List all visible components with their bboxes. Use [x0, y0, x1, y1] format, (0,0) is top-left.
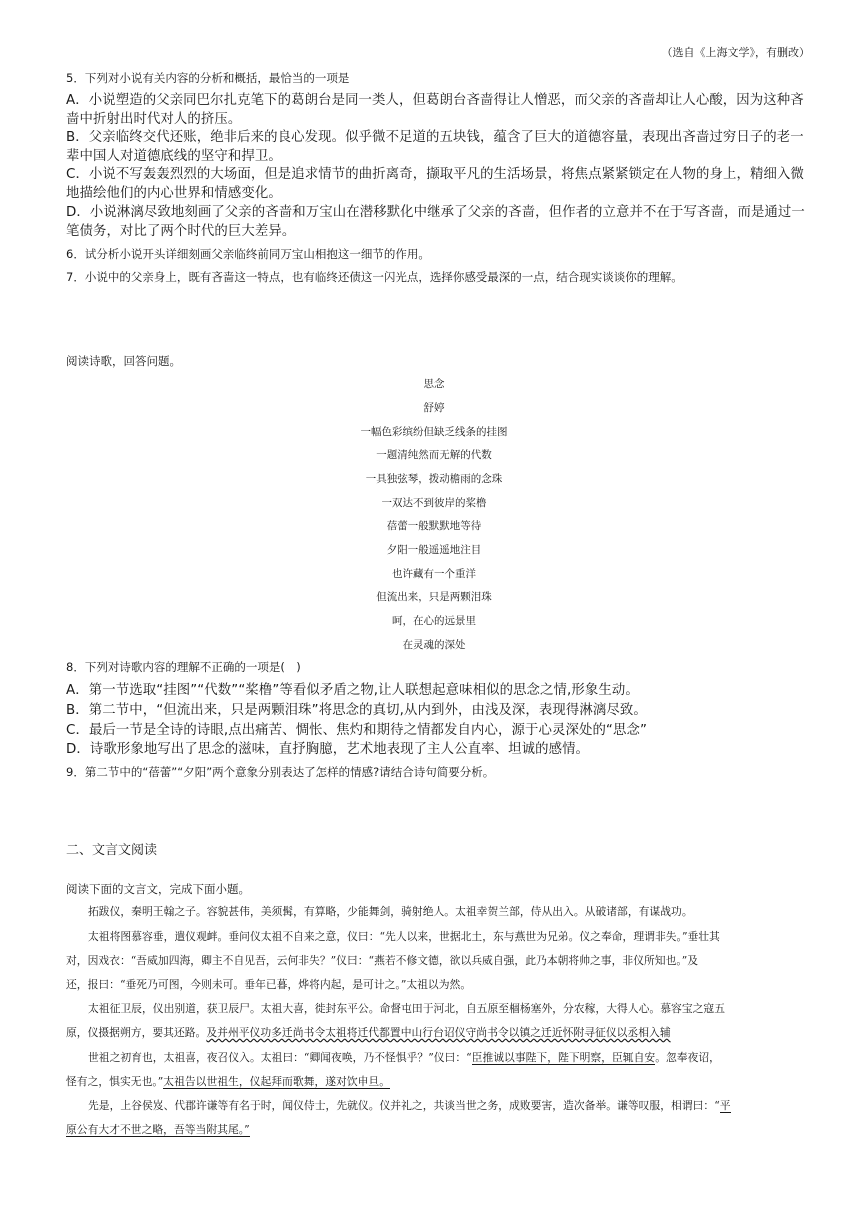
q6-stem: 6．试分析小说开头详细刻画父亲临终前同万宝山相抱这一细节的作用。: [66, 247, 430, 261]
wavy-underlined-sentence: 及并州平仪功多迁尚书令太祖将迁代都置中山行台诏仪守尚书令以镇之迁近怀附寻征仪以丞相入辅: [206, 1026, 671, 1039]
q5-option-a[interactable]: A．小说塑造的父亲同巴尔扎克笔下的葛朗台是同一类人，但葛朗台吝啬得让人憎恶，而父亲的吝啬却让人心酸，因为这种吝啬中折射出时代对人的挤压。: [66, 93, 804, 127]
classical-text: 原，仪摄据朔方，要其还路。: [66, 1026, 207, 1039]
classical-text: 世祖之初育也，太祖喜，夜召仪入。太祖曰：“卿闻夜唤，乃不怪惧乎？”仪曰：“: [88, 1051, 472, 1064]
classical-line: [66, 1025, 671, 1040]
underlined-sentence: 臣推诚以事陛下，陛下明察，臣辄自安: [471, 1051, 656, 1064]
classical-text: 怪有之，惧实无也。”: [66, 1075, 164, 1088]
poem-line: 蓓蕾一般默默地等待: [386, 520, 482, 532]
classical-line: 拓跋仪，秦明王翰之子。容貌甚伟，美须髯，有算略，少能舞剑，骑射绝人。太祖幸贺兰部，侍从出入。从破诸部，有谋战功。: [88, 905, 693, 918]
q8-stem: 8．下列对诗歌内容的理解不正确的一项是( ): [66, 660, 301, 674]
poem-line: 夕阳一般遥遥地注目: [386, 544, 482, 556]
underlined-sentence: 原公有大才不世之略，吾等当附其尾。”: [66, 1123, 250, 1136]
classical-line: [88, 1098, 731, 1113]
poem-line: 在灵魂的深处: [402, 639, 466, 651]
poem-line: 但流出来，只是两颗泪珠: [376, 591, 492, 603]
q8-option-c[interactable]: C．最后一节是全诗的诗眼,点出痛苦、惆怅、焦灼和期待之情都发自内心，源于心灵深处的“思念”: [66, 723, 647, 738]
q8-option-a[interactable]: A．第一节选取“挂图”“代数”“桨橹”等看似矛盾之物,让人联想起意味相似的思念之情,形象生动。: [66, 683, 639, 698]
section-heading: 二、文言文阅读: [66, 843, 158, 858]
classical-line: [88, 1050, 720, 1065]
poem-title: 思念: [423, 378, 445, 390]
underlined-sentence: 太祖告以世祖生，仪起拜而歌舞，遂对饮申旦。: [163, 1075, 391, 1088]
poem-line: 也许藏有一个重洋: [392, 568, 476, 580]
classical-text: 。忽奉夜诏，: [655, 1051, 720, 1064]
classical-line: [66, 1074, 390, 1089]
poem-line: 一题清纯然而无解的代数: [376, 449, 492, 461]
q7-stem: 7．小说中的父亲身上，既有吝啬这一特点，也有临终还债这一闪光点，选择你感受最深的一点，结合现实谈谈你的理解。: [66, 270, 683, 284]
underlined-sentence: 平: [719, 1099, 731, 1112]
classical-line: 还，报曰：“垂死乃可图，今则未可。垂年已暮，烨将内起，是可计之。”太祖以为然。: [66, 978, 472, 991]
poem-line: 一幅色彩缤纷但缺乏线条的挂图: [360, 426, 508, 438]
classical-line: 对，因戏衣：“吾威加四海，卿主不自见吾，云何非失？”仪曰：“燕若不修文德，欲以兵威自强，此乃本朝将帅之事，非仪所知也。”及: [66, 954, 699, 967]
classical-line: 太祖征卫辰，仪出别道，获卫辰尸。太祖大喜，徙封东平公。命督屯田于河北，自五原至棝杨塞外，分农稼，大得人心。慕容宝之寇五: [88, 1002, 726, 1015]
q9-stem: 9．第二节中的“蓓蕾”“夕阳”两个意象分别表达了怎样的情感?请结合诗句简要分析。: [66, 765, 495, 779]
poem-line: 一双达不到彼岸的桨橹: [381, 497, 487, 509]
classical-text: 先是，上谷侯岌、代郡许谦等有名于时，闻仪侍士，先就仪。仪并礼之，共谈当世之务，成败要害，造次备举。谦等叹服，相谓曰：“: [88, 1099, 720, 1112]
q5-option-b[interactable]: B．父亲临终交代还账，绝非后来的良心发现。似乎微不足道的五块钱，蕴含了巨大的道德容量，表现出吝啬过穷日子的老一辈中国人对道德底线的坚守和捍卫。: [66, 130, 804, 164]
classical-line: [66, 1122, 250, 1137]
source-note: （选自《上海文学》，有删改）: [661, 46, 810, 59]
q5-option-d[interactable]: D．小说淋漓尽致地刻画了父亲的吝啬和万宝山在潜移默化中继承了父亲的吝啬，但作者的立意并不在于写吝啬，而是通过一笔债务，对比了两个时代的巨大差异。: [66, 205, 805, 239]
q5-option-c[interactable]: C．小说不写轰轰烈烈的大场面，但是追求情节的曲折离奇，撷取平凡的生活场景，将焦点紧紧锁定在人物的身上，精细入微地描绘他们的内心世界和情感变化。: [66, 167, 804, 201]
q8-option-d[interactable]: D．诗歌形象地写出了思念的滋味，直抒胸臆，艺术地表现了主人公直率、坦诚的感情。: [66, 742, 590, 757]
poem-author: 舒婷: [423, 402, 445, 414]
q8-option-b[interactable]: B．第二节中，“但流出来，只是两颗泪珠”将思念的真切,从内到外，由浅及深，表现得淋漓尽致。: [66, 703, 647, 718]
poem-line: 一具独弦琴，拨动檐雨的念珠: [365, 473, 503, 485]
classical-line: 太祖将图慕容垂，遣仪观衅。垂问仪太祖不自来之意，仪曰：“先人以来，世据北土，东与燕世为兄弟。仪之奉命，理谓非失。”垂壮其: [88, 930, 720, 943]
poem-intro: 阅读诗歌，回答问题。: [66, 354, 181, 368]
poem-line: 呵，在心的远景里: [392, 615, 476, 627]
classical-intro: 阅读下面的文言文，完成下面小题。: [66, 882, 250, 896]
q5-stem: 5．下列对小说有关内容的分析和概括，最恰当的一项是: [66, 71, 350, 85]
